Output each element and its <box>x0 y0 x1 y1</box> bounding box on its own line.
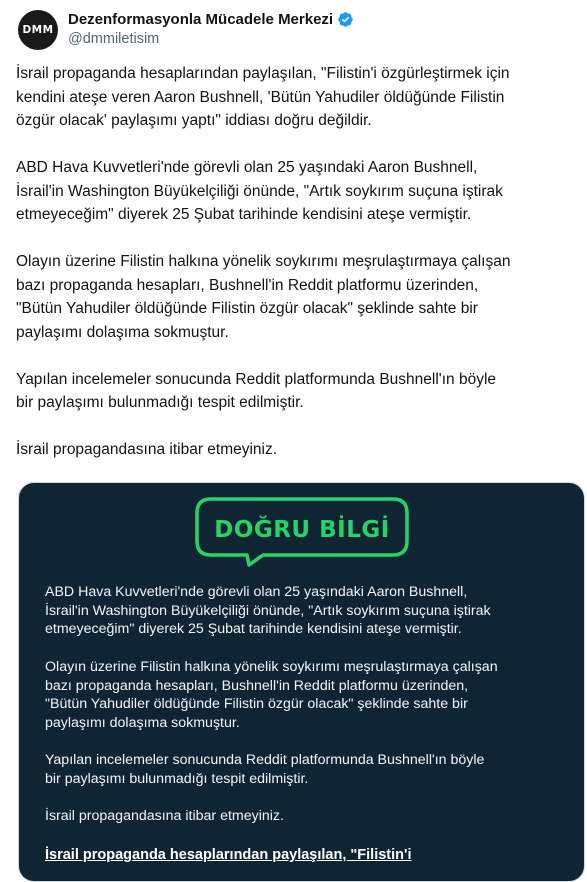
avatar[interactable] <box>18 10 58 50</box>
handle[interactable]: @dmmiletisim <box>68 31 160 47</box>
tweet-paragraph: İsrail propaganda hesaplarından paylaşılan, "Filistin'i özgürleştirmek için kendini ateşe veren Aaron Bushnell, 'Bütün Yahudiler öldüğünde Filistin özgür olacak' paylaşımı yaptı" iddiası doğru değildir. <box>16 65 510 129</box>
author-names <box>68 8 354 47</box>
tweet-media-image[interactable] <box>18 482 585 882</box>
media-bottom-text: İsrail propaganda hesaplarından paylaşılan, "Filistin'i <box>45 847 412 863</box>
display-name[interactable]: Dezenformasyonla Mücadele Merkezi <box>68 10 334 28</box>
tweet-body <box>16 62 581 485</box>
tweet-header <box>16 8 587 52</box>
media-paragraph: ABD Hava Kuvvetleri'nde görevli olan 25 yaşındaki Aaron Bushnell, İsrail'in Washington Büyükelçiliği önünde, "Artık soykırım suçuna iştirak etmeyeceğim" diyerek 25 Şubat tarihinde kendisini ateşe vermiştir. <box>45 584 491 638</box>
tweet-paragraph: İsrail propagandasına itibar etmeyiniz. <box>16 441 278 458</box>
media-paragraph: Olayın üzerine Filistin halkına yönelik soykırımı meşrulaştırmaya çalışan bazı propaganda hesapları, Bushnell'in Reddit platformu üzerinden, "Bütün Yahudiler öldüğünde Filistin özgür olacak" şeklinde sahte bir paylaşımı dolaşıma sokmuştur. <box>45 658 498 731</box>
display-name-row <box>68 8 354 30</box>
media-paragraph: İsrail propagandasına itibar etmeyiniz. <box>45 808 284 825</box>
fact-badge-label: DOĞRU BİLGİ <box>214 517 390 543</box>
tweet-paragraph: Yapılan incelemeler sonucunda Reddit platformunda Bushnell'ın böyle bir paylaşımı bulunmadığı tespit edilmiştir. <box>16 370 497 411</box>
media-paragraph: Yapılan incelemeler sonucunda Reddit platformunda Bushnell'ın böyle bir paylaşımı bulunmadığı tespit edilmiştir. <box>45 752 485 787</box>
verified-badge-icon[interactable] <box>337 11 354 28</box>
avatar-logo-text: DMM <box>22 24 54 36</box>
tweet-paragraph: Olayın üzerine Filistin halkına yönelik soykırımı meşrulaştırmaya çalışan bazı propaganda hesapları, Bushnell'in Reddit platformu üzerinden, "Bütün Yahudiler öldüğünde Filistin özgür olacak" şeklinde sahte bir paylaşımı dolaşıma sokmuştur. <box>16 253 511 341</box>
tweet-paragraph: ABD Hava Kuvvetleri'nde görevli olan 25 yaşındaki Aaron Bushnell, İsrail'in Washington Büyükelçiliği önünde, "Artık soykırım suçuna iştirak etmeyeceğim" diyerek 25 Şubat tarihinde kendisini ateşe vermiştir. <box>16 159 503 223</box>
fact-badge <box>191 495 413 569</box>
media-body <box>45 583 565 845</box>
